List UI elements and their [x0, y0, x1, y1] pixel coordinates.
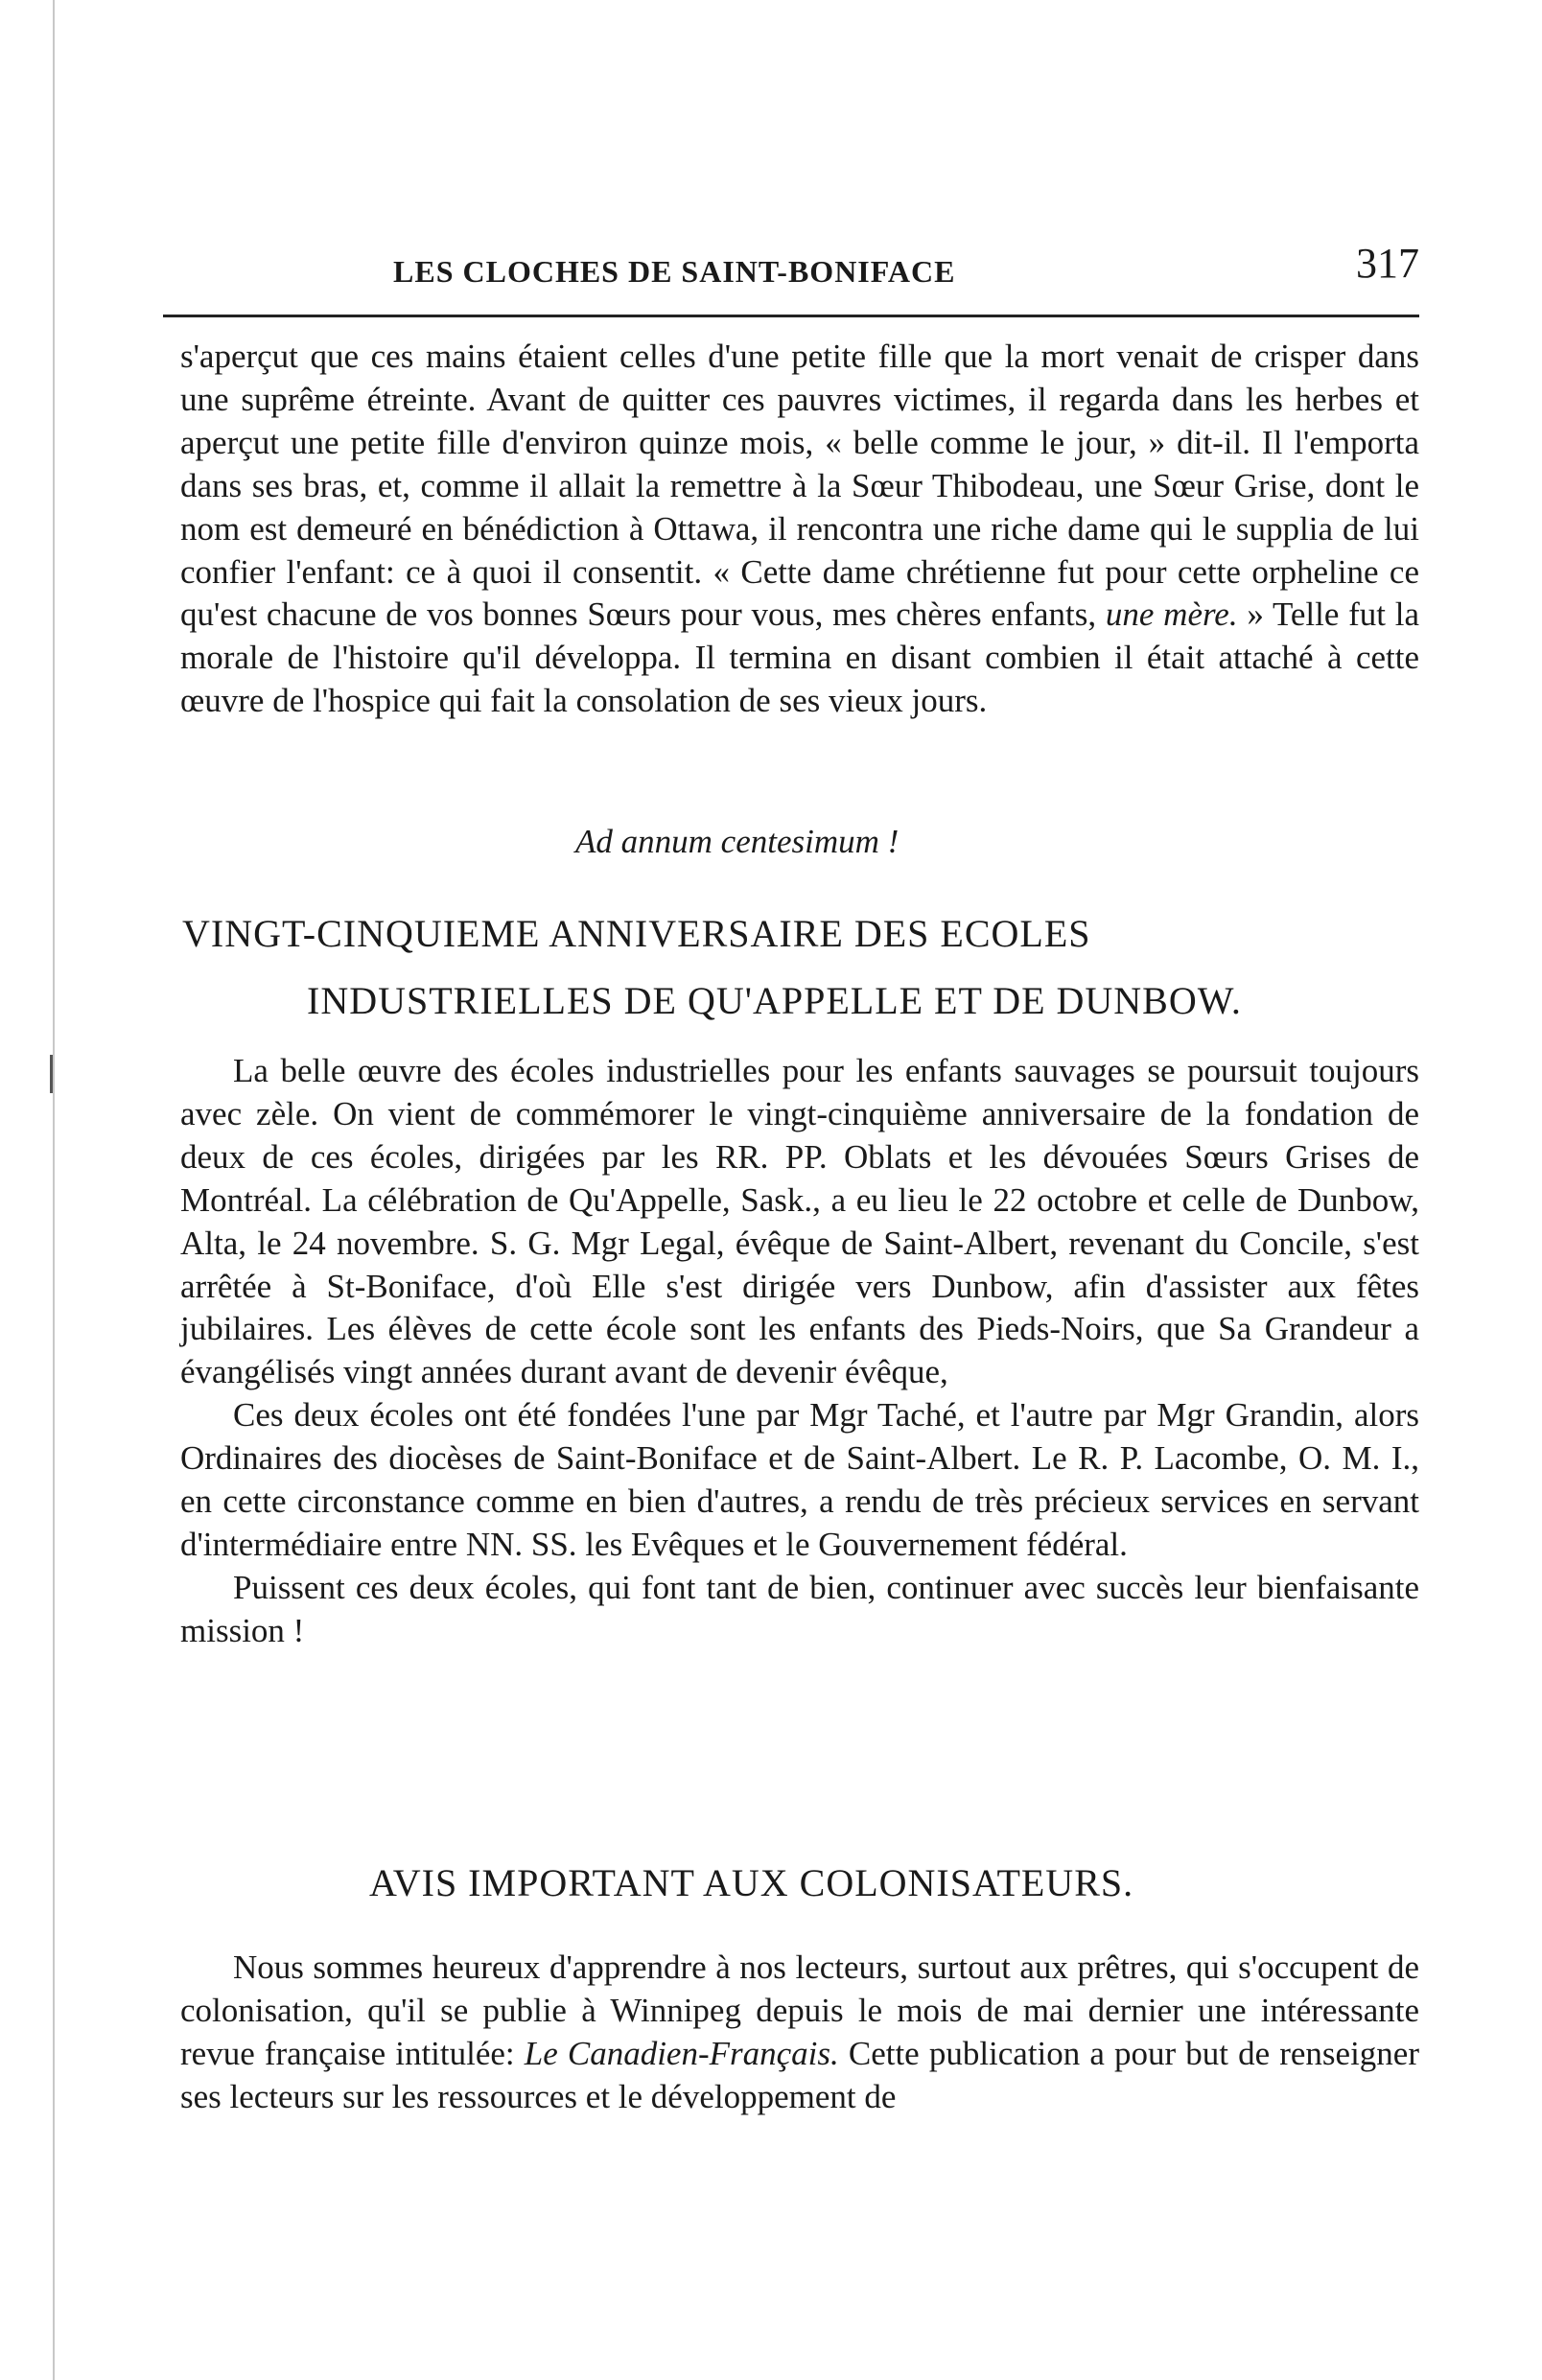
section1-paragraph-3: Puissent ces deux écoles, qui font tant de bien, continuer avec succès leur bienfaisante mission !	[180, 1568, 1419, 1649]
section1-paragraph-2: Ces deux écoles ont été fondées l'une par Mgr Taché, et l'autre par Mgr Grandin, alors Ordinaires des diocèses de Saint-Boniface et de Saint-Albert. Le R. P. Lacombe, O. M. I., en cette circonstance comme en bien d'autres, a rendu de très précieux services en servant d'intermédiaire entre NN. SS. les Evêques et le Gouvernement fédéral.	[180, 1396, 1419, 1563]
continued-text-block	[180, 336, 1419, 723]
section2-text-before: Nous sommes heureux d'apprendre à nos lecteurs, surtout aux prêtres, qui s'occupent de colonisation, qu'il se publie à Winnipeg depuis le mois de mai dernier une intéressante revue française intitulée:	[180, 1948, 1419, 2072]
section2-body	[180, 1947, 1419, 2119]
section2-text-after: Cette publication a pour but de renseigner ses lecteurs sur les ressources et le développement de	[180, 2034, 1420, 2115]
continued-paragraph	[180, 336, 1419, 723]
continued-text: s'aperçut que ces mains étaient celles d'une petite fille que la mort venait de crisper dans une suprême étreinte. Avant de quitter ces pauvres victimes, il regarda dans les herbes et aperçut une petite fille d'environ quinze mois, « belle comme le jour, » dit-il. Il l'emporta dans ses bras, et, comme il allait la remettre à la Sœur Thibodeau, une Sœur Grise, dont le nom est demeuré en bénédiction à Ottawa, il rencontra une riche dame qui le supplia de lui confier l'enfant: ce à quoi il consentit. « Cette dame chrétienne fut pour cette orpheline ce qu'est chacune de vos bonnes Sœurs pour vous, mes chères enfants,	[180, 338, 1419, 634]
section2-italic: Le Canadien-Français.	[524, 2034, 839, 2072]
page-edge-line	[53, 0, 55, 2380]
section1-paragraph-1: La belle œuvre des écoles industrielles pour les enfants sauvages se poursuit toujours avec zèle. On vient de commémorer le vingt-cinquième anniversaire de la fondation de deux de ces écoles, dirigées par les RR. PP. Oblats et les dévouées Sœurs Grises de Montréal. La célébration de Qu'Appelle, Sask., a eu lieu le 22 octobre et celle de Dunbow, Alta, le 24 novembre. S. G. Mgr Legal, évêque de Saint-Albert, revenant du Concile, s'est arrêtée à St-Boniface, d'où Elle s'est dirigée vers Dunbow, afin d'assister aux fêtes jubilaires. Les élèves de cette école sont les enfants des Pieds-Noirs, que Sa Grandeur a évangélisés vingt années durant avant de devenir évêque,	[180, 1052, 1419, 1391]
continued-text-after: » Telle fut la morale de l'histoire qu'il développa. Il termina en disant combien il était attaché à cette œuvre de l'hospice qui fait la consolation de ses vieux jours.	[180, 595, 1420, 720]
header-rule	[163, 315, 1419, 317]
page-number: 317	[1356, 240, 1419, 287]
section2-paragraph	[180, 1947, 1419, 2119]
section1-body	[180, 1050, 1419, 1653]
closing-motto: Ad annum centesimum !	[575, 823, 900, 860]
section2-heading: AVIS IMPORTANT AUX COLONISATEURS.	[369, 1861, 1134, 1904]
running-title: LES CLOCHES DE SAINT-BONIFACE	[393, 254, 956, 289]
section1-heading-line1: VINGT-CINQUIEME ANNIVERSAIRE DES ECOLES	[182, 912, 1091, 955]
running-header	[182, 235, 1419, 292]
margin-mark	[50, 1055, 53, 1093]
section1-heading-line2: INDUSTRIELLES DE QU'APPELLE ET DE DUNBOW.	[307, 979, 1242, 1022]
continued-italic: une mère.	[1105, 595, 1238, 634]
